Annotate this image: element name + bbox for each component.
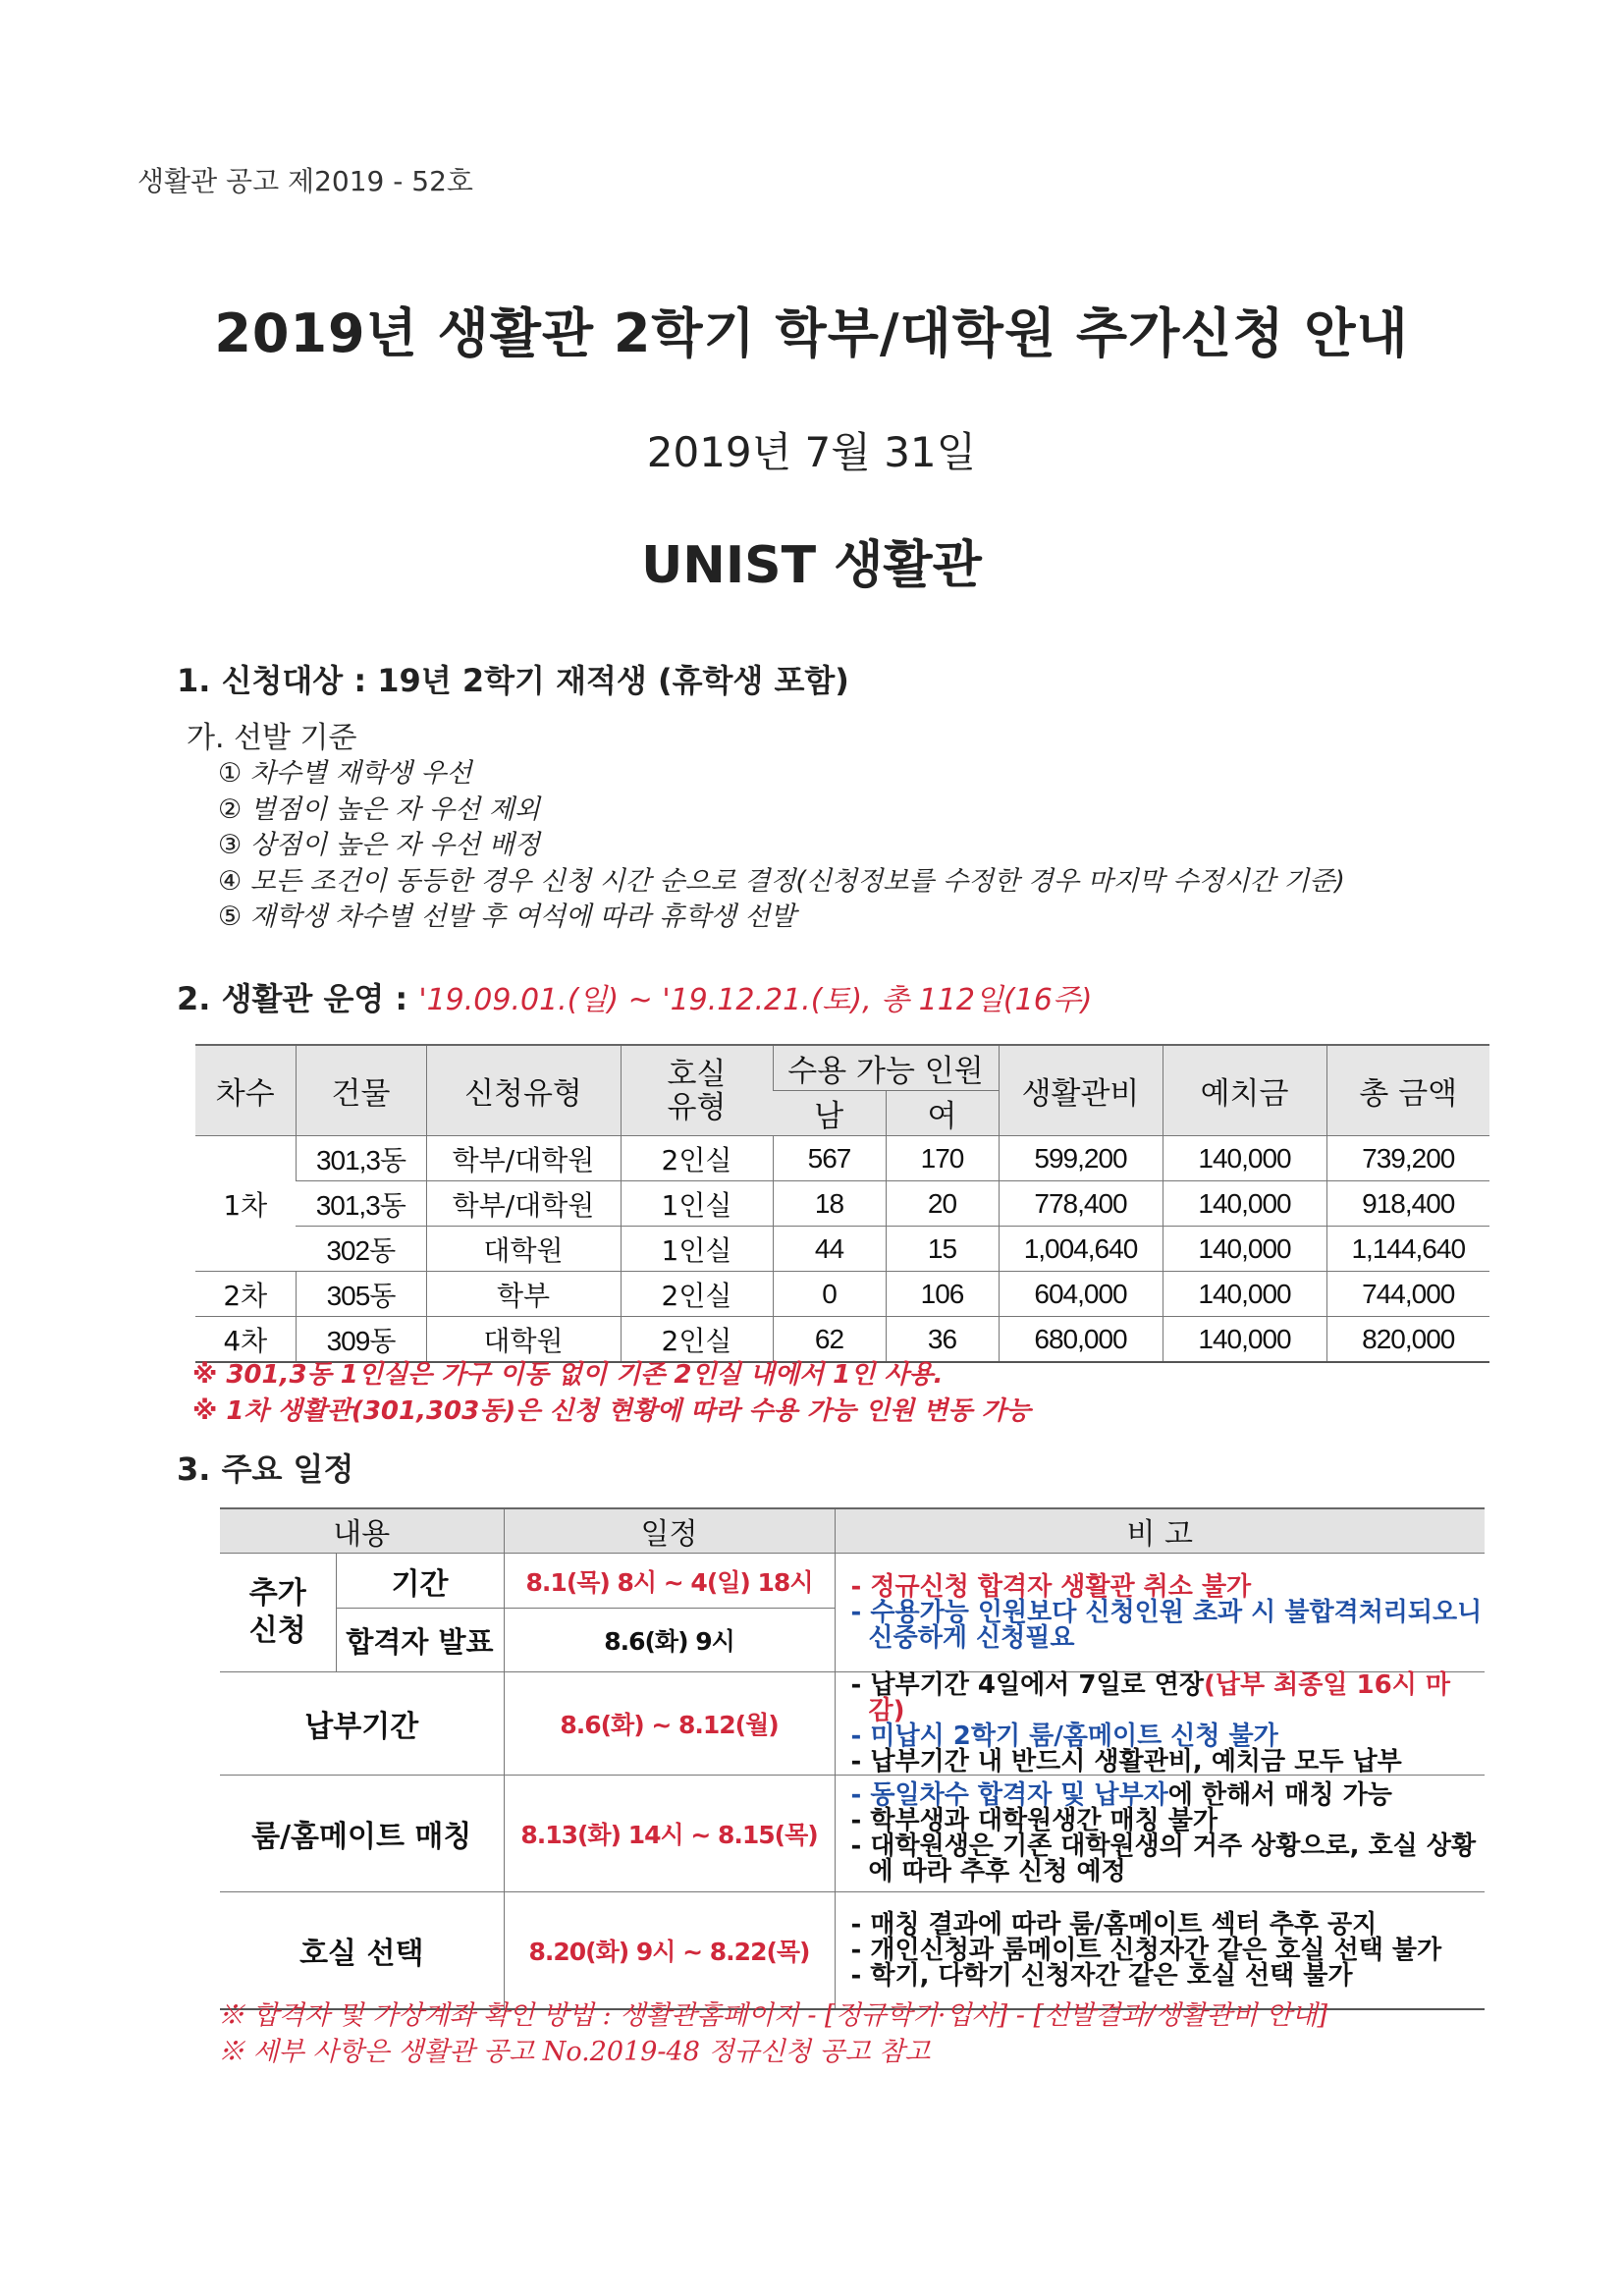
table-row	[195, 1227, 1489, 1272]
room-selection-remarks	[835, 1892, 1485, 2010]
section-2-heading	[177, 974, 1092, 1019]
table-row	[195, 1317, 1489, 1363]
col-header-fee: 생활관비	[999, 1045, 1163, 1136]
cell-round: 4차	[195, 1317, 296, 1363]
cell-building: 302동	[296, 1227, 426, 1272]
cell-fee: 604,000	[999, 1272, 1163, 1317]
page-title: 2019년 생활관 2학기 학부/대학원 추가신청 안내	[214, 302, 1409, 364]
cell-deposit: 140,000	[1163, 1317, 1326, 1363]
cell-fee: 1,004,640	[999, 1227, 1163, 1272]
col-header-content: 내용	[220, 1508, 504, 1554]
organization-name: UNIST 생활관	[641, 536, 982, 595]
remark-item: - 매칭 결과에 따라 룸/홈메이트 섹터 추후 공지	[850, 1910, 1378, 1940]
criteria-item: ⑤ 재학생 차수별 선발 후 여석에 따라 휴학생 선발	[218, 902, 796, 932]
cell-room: 1인실	[621, 1227, 773, 1272]
operation-period: '19.09.01.(일) ~ '19.12.21.(토), 총 112일(16주)	[418, 983, 1093, 1017]
cell-female: 15	[886, 1227, 999, 1272]
cell-room: 2인실	[621, 1317, 773, 1363]
cell-type: 대학원	[426, 1317, 621, 1363]
cell-fee: 599,200	[999, 1136, 1163, 1181]
cell-building: 301,3동	[296, 1181, 426, 1227]
cell-fee: 680,000	[999, 1317, 1163, 1363]
remark-highlight: (납부 최종일 16시 마감)	[868, 1670, 1451, 1725]
matching-label: 룸/홈메이트 매칭	[220, 1776, 504, 1892]
cell-total: 918,400	[1326, 1181, 1489, 1227]
cell-round: 1차	[195, 1136, 296, 1272]
cell-fee: 778,400	[999, 1181, 1163, 1227]
notice-number: 생활관 공고 제2019 - 52호	[137, 165, 473, 197]
remark-item: - 수용가능 인원보다 신청인원 초과 시 불합격처리되오니 신중하게 신청필요	[850, 1598, 1483, 1653]
cell-type: 학부	[426, 1272, 621, 1317]
col-header-deposit: 예치금	[1163, 1045, 1326, 1136]
selection-criteria-heading: 가. 선발 기준	[187, 721, 357, 755]
criteria-item: ① 차수별 재학생 우선	[218, 758, 472, 789]
cell-female: 36	[886, 1317, 999, 1363]
remark-item	[851, 1672, 1486, 1723]
cell-type: 대학원	[426, 1227, 621, 1272]
remark-item: - 학부생과 대학원생간 매칭 불가	[850, 1806, 1218, 1835]
table-row	[195, 1272, 1489, 1317]
criteria-item: ② 벌점이 높은 자 우선 제외	[218, 793, 540, 825]
note-item: ※ 합격자 및 가상계좌 확인 방법 : 생활관홈페이지 - [정규학기·입사] - [선발결과/생활관비 안내]	[218, 2000, 1328, 2031]
extra-application-label: 추가 신청	[220, 1554, 336, 1672]
col-header-building: 건물	[296, 1045, 426, 1136]
cell-type: 학부/대학원	[426, 1181, 621, 1227]
remark-item: - 개인신청과 룸메이트 신청자간 같은 호실 선택 불가	[850, 1936, 1442, 1965]
selection-criteria-list	[218, 756, 1345, 936]
room-selection-label: 호실 선택	[220, 1892, 504, 2010]
cell-male: 62	[773, 1317, 886, 1363]
room-selection-value: 8.20(화) 9시 ~ 8.22(목)	[504, 1892, 835, 2010]
announcement-label: 합격자 발표	[336, 1609, 504, 1672]
remark-text: 에 한해서 매칭 가능	[1167, 1780, 1392, 1810]
cell-female: 170	[886, 1136, 999, 1181]
remark-item: - 미납시 2학기 룸/홈메이트 신청 불가	[850, 1722, 1278, 1751]
table-row	[220, 1892, 1485, 2010]
schedule-notes	[218, 1997, 1327, 2070]
col-header-total: 총 금액	[1326, 1045, 1489, 1136]
cell-deposit: 140,000	[1163, 1136, 1326, 1181]
cell-building: 301,3동	[296, 1136, 426, 1181]
matching-remarks	[835, 1776, 1485, 1892]
col-header-remarks: 비 고	[835, 1508, 1485, 1554]
col-header-schedule: 일정	[504, 1508, 835, 1554]
cell-building: 309동	[296, 1317, 426, 1363]
fee-table	[195, 1044, 1489, 1363]
table-row	[195, 1136, 1489, 1181]
remark-item: - 정규신청 합격자 생활관 취소 불가	[850, 1572, 1252, 1602]
payment-period-label: 납부기간	[220, 1672, 504, 1776]
cell-male: 567	[773, 1136, 886, 1181]
note-item: ※ 301,3동 1인실은 가구 이동 없이 기존 2인실 내에서 1인 사용.	[192, 1360, 944, 1390]
remark-item: - 납부기간 내 반드시 생활관비, 예치금 모두 납부	[850, 1747, 1402, 1777]
cell-round: 2차	[195, 1272, 296, 1317]
section-2-title: 2. 생활관 운영 :	[177, 980, 408, 1017]
matching-value: 8.13(화) 14시 ~ 8.15(목)	[504, 1776, 835, 1892]
remark-item: - 대학원생은 기존 대학원생의 거주 상황으로, 호실 상황에 따라 추후 신청 예정	[850, 1831, 1477, 1886]
cell-male: 44	[773, 1227, 886, 1272]
remark-highlight: - 동일차수 합격자 및 납부자	[850, 1780, 1168, 1810]
cell-male: 18	[773, 1181, 886, 1227]
extra-application-remarks	[835, 1554, 1485, 1672]
cell-deposit: 140,000	[1163, 1181, 1326, 1227]
table-row	[220, 1554, 1485, 1609]
period-label: 기간	[336, 1554, 504, 1609]
remark-text: - 납부기간 4일에서 7일로 연장	[850, 1670, 1204, 1700]
cell-type: 학부/대학원	[426, 1136, 621, 1181]
cell-female: 106	[886, 1272, 999, 1317]
col-header-female: 여	[886, 1091, 999, 1136]
criteria-item: ③ 상점이 높은 자 우선 배정	[218, 830, 540, 860]
section-1-heading: 1. 신청대상 : 19년 2학기 재적생 (휴학생 포함)	[177, 662, 849, 699]
notice-date: 2019년 7월 31일	[646, 428, 977, 476]
cell-total: 739,200	[1326, 1136, 1489, 1181]
cell-total: 820,000	[1326, 1317, 1489, 1363]
table-row	[195, 1181, 1489, 1227]
col-header-male: 남	[773, 1091, 886, 1136]
announcement-value: 8.6(화) 9시	[504, 1609, 835, 1672]
cell-deposit: 140,000	[1163, 1272, 1326, 1317]
criteria-item: ④ 모든 조건이 동등한 경우 신청 시간 순으로 결정(신청정보를 수정한 경우 마지막 수정시간 기준)	[218, 865, 1345, 897]
cell-male: 0	[773, 1272, 886, 1317]
cell-deposit: 140,000	[1163, 1227, 1326, 1272]
table-row	[220, 1672, 1485, 1776]
payment-period-value: 8.6(화) ~ 8.12(월)	[504, 1672, 835, 1776]
period-value: 8.1(목) 8시 ~ 4(일) 18시	[504, 1554, 835, 1609]
table-row	[220, 1776, 1485, 1892]
schedule-table	[220, 1507, 1485, 2010]
cell-total: 744,000	[1326, 1272, 1489, 1317]
section-3-heading: 3. 주요 일정	[177, 1450, 354, 1488]
cell-female: 20	[886, 1181, 999, 1227]
fee-table-notes	[192, 1357, 1031, 1430]
payment-remarks	[835, 1672, 1485, 1776]
cell-room: 1인실	[621, 1181, 773, 1227]
col-header-type: 신청유형	[426, 1045, 621, 1136]
cell-total: 1,144,640	[1326, 1227, 1489, 1272]
remark-item	[851, 1782, 1486, 1808]
note-item: ※ 1차 생활관(301,303동)은 신청 현황에 따라 수용 가능 인원 변동 가능	[192, 1396, 1031, 1426]
remark-item: - 학기, 다학기 신청자간 같은 호실 선택 불가	[850, 1961, 1353, 1991]
note-item: ※ 세부 사항은 생활관 공고 No.2019-48 정규신청 공고 참고	[218, 2037, 931, 2067]
cell-room: 2인실	[621, 1136, 773, 1181]
col-header-round: 차수	[195, 1045, 296, 1136]
col-header-room-type: 호실 유형	[621, 1045, 773, 1136]
cell-building: 305동	[296, 1272, 426, 1317]
col-header-capacity: 수용 가능 인원	[773, 1045, 999, 1091]
cell-room: 2인실	[621, 1272, 773, 1317]
